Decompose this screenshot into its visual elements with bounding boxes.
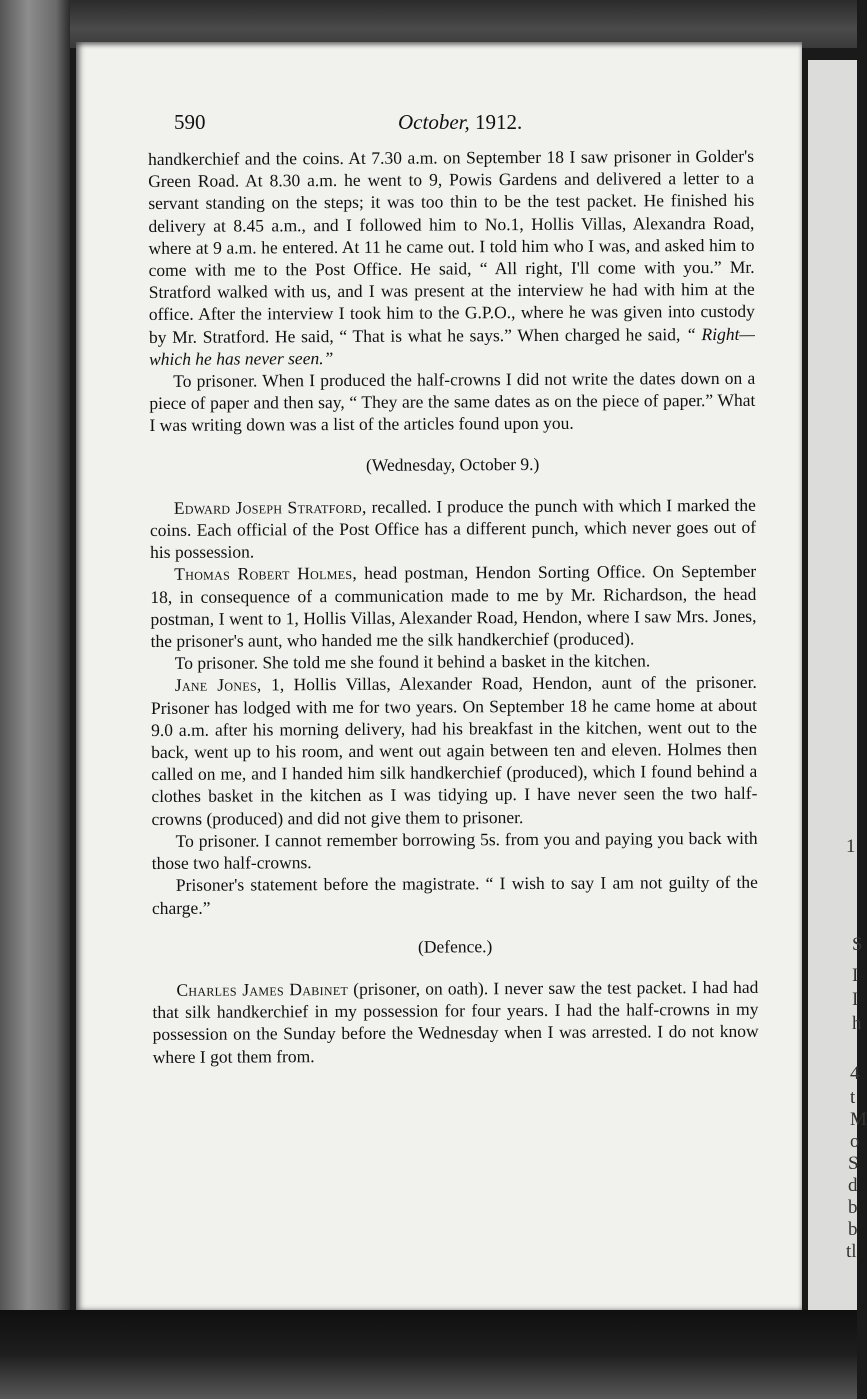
running-head-date [398,110,522,135]
adjacent-fragment: o [850,1131,860,1152]
witness-testimony: (prisoner, on oath). I never saw the test packet. I had had that silk handkerchief in my possession for four years. I had the half-crowns in my possession on the Sunday before the Wednesday when I was arrested. I do not know where I got them from. [152,976,759,1067]
adjacent-fragment: d [848,1175,858,1196]
section-heading-defence: (Defence.) [417,935,493,957]
witness-name: Charles James Dabinet [176,978,349,1000]
witness-paragraph [151,671,758,830]
adjacent-fragment: b [848,1219,858,1240]
page-header [174,110,614,140]
paragraph: To prisoner. When I produced the half-crowns I did not write the dates down on a piece of paper and then say, “ They are the same dates as on the piece of paper.” What I was writing down was a list of the articles found upon you. [149,367,756,436]
page-number: 590 [174,110,206,134]
section-heading-wednesday: (Wednesday, October 9.) [365,453,540,475]
adjacent-fragment: h [852,1013,862,1034]
witness-testimony: recalled. I produce the punch with which I marked the coins. Each official of the Post Office has a different punch, which never goes out of his possession. [149,494,757,563]
witness-name: Jane Jones, [174,674,262,696]
adjacent-fragment: b [848,1197,858,1218]
witness-paragraph [150,560,756,652]
witness-name: Thomas Robert Holmes, [174,563,358,585]
page-body [148,145,759,1068]
witness-paragraph [152,976,758,1068]
adjacent-fragment: M [850,1109,867,1130]
quoted-remark: “ Right—which he has never seen.” [149,323,756,369]
adjacent-fragment: I [852,989,859,1010]
adjacent-fragment: I [852,965,859,986]
witness-paragraph [150,494,756,564]
adjacent-fragment: 4 [850,1063,860,1084]
adjacent-fragment: t [850,1087,856,1108]
adjacent-fragment: S [852,934,863,955]
adjacent-fragment: tl [846,1241,857,1262]
paragraph-text: handkerchief and the coins. At 7.30 a.m. on September 18 I saw prisoner in Golder's Green Road. At 8.30 a.m. he went to 9, Powis Gardens and delivered a letter to a servant standing on the steps; it was too thin to be the test packet. He finished his delivery at 8.45 a.m., and I followed him to No.1, Hollis Villas, Alexandra Road, where at 9 a.m. he entered. At 11 he came out. I told him who I was, and asked him to come with me to the Post Office. He said, “ All right, I'll come with you.” Mr. Stratford walked with us, and I was present at the interview he had with him at the office. After the interview I took him to the G.P.O., where he was given into custody by Mr. Stratford. He said, “ That is what he says.” When charged he said, [148,145,755,347]
witness-name: Edward Joseph Stratford, [173,496,367,518]
paragraph: To prisoner. She told me she found it behind a basket in the kitchen. [174,650,651,674]
paragraph [148,145,755,370]
scan-border-top [0,0,857,48]
scan-border-bottom [0,1310,857,1399]
witness-testimony: head postman, Hendon Sorting Office. On September 18, in consequence of a communication made to me by Mr. Richardson, the head postman, I went to 1, Hollis Villas, Alexander Road, Hendon, where I saw Mrs. Jones, the prisoner's aunt, who handed me the silk handkerchief (produced). [150,561,757,652]
adjacent-fragment: S [848,1153,859,1174]
running-head-year: 1912. [475,110,523,134]
paragraph: To prisoner. I cannot remember borrowing 5s. from you and paying you back with those two half-crowns. [151,827,758,874]
adjacent-fragment: 1 [846,836,856,857]
adjacent-page-edge [808,60,867,1310]
scan-border-left [0,0,70,1399]
paragraph: Prisoner's statement before the magistrate. “ I wish to say I am not guilty of the charge.” [151,872,758,918]
witness-testimony: 1, Hollis Villas, Alexander Road, Hendon, aunt of the prisoner. Prisoner has lodged with me for two years. On September 18 he came home at about 9.0 a.m. after his morning delivery, had his breakfast in the kitchen, went out to the back, went up to his room, and went out again between ten and eleven. Holmes then called on me, and I handed him silk handkerchief (produced), which I found behind a clothes basket in the kitchen as I was tidying up. I have never seen the two half-crowns (produced) and did not give them to prisoner. [150,672,758,829]
running-head-month: October, [398,110,470,134]
